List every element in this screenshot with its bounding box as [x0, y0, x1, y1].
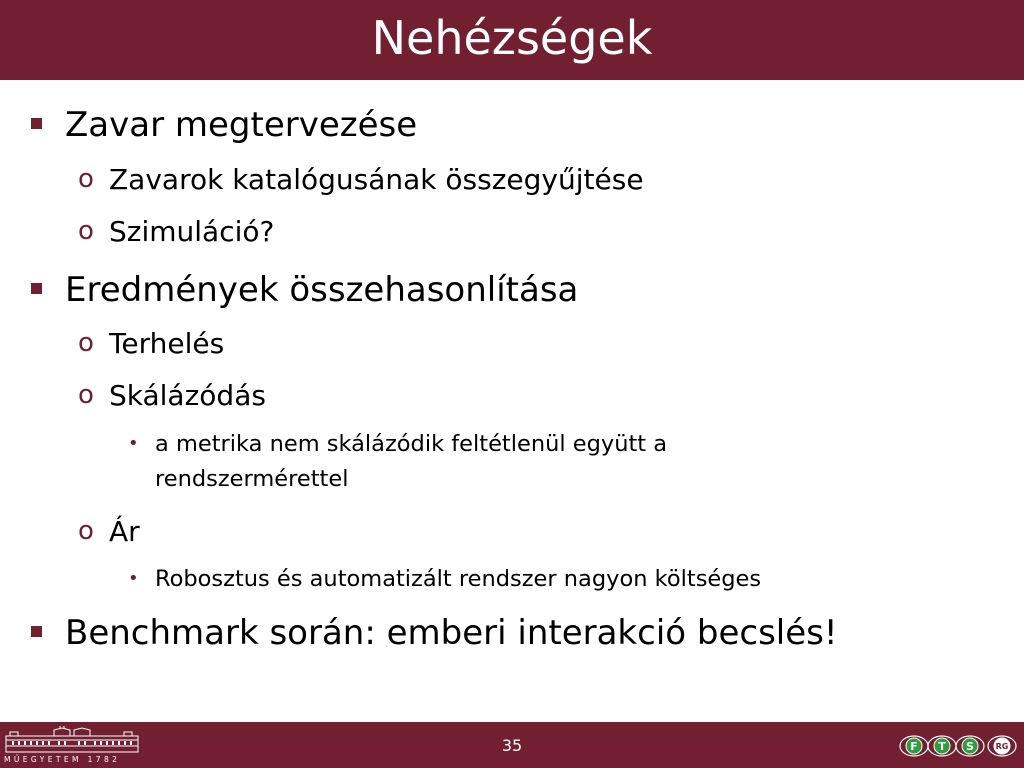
- sub-bullet-text: Zavarok katalógusának összegyűjtése: [109, 163, 644, 196]
- slide-title: Nehézségek: [371, 11, 653, 65]
- circle-bullet-icon: o: [78, 516, 94, 546]
- square-bullet-icon: [31, 118, 42, 129]
- logo-letter-f: F: [910, 740, 918, 753]
- sub-bullet-text: Terhelés: [109, 327, 225, 360]
- logo-letters-rg: RG: [995, 742, 1009, 751]
- bullet-text: Zavar megtervezése: [65, 105, 418, 145]
- ftsrg-logo: [898, 734, 1022, 758]
- circle-bullet-icon: o: [78, 380, 94, 410]
- logo-letter-s: S: [966, 740, 974, 753]
- sub-sub-bullet-text: Robosztus és automatizált rendszer nagyon költséges: [155, 566, 762, 592]
- sub-bullet-text: Skálázódás: [109, 379, 266, 412]
- circle-bullet-icon: o: [78, 328, 94, 358]
- logo-letter-t: T: [938, 740, 946, 753]
- circle-bullet-icon: o: [78, 164, 94, 194]
- square-bullet-icon: [31, 626, 42, 637]
- sub-bullet-text: Ár: [109, 515, 140, 548]
- bullet-text: Benchmark során: emberi interakció becslés!: [65, 613, 838, 653]
- circle-bullet-icon: o: [78, 216, 94, 246]
- dot-bullet-icon: •: [128, 568, 139, 589]
- title-bar: [0, 0, 1024, 80]
- square-bullet-icon: [31, 283, 42, 294]
- sub-sub-bullet-text: a metrika nem skálázódik feltétlenül együtt a: [155, 431, 668, 457]
- sub-bullet-text: Szimuláció?: [109, 215, 275, 248]
- university-logo-caption: MŰEGYETEM 1782: [4, 755, 121, 764]
- dot-bullet-icon: •: [128, 433, 139, 454]
- bullet-text: Eredmények összehasonlítása: [65, 270, 579, 310]
- page-number: 35: [501, 736, 523, 755]
- sub-sub-bullet-text: rendszermérettel: [155, 466, 349, 492]
- footer-bar: [0, 722, 1024, 768]
